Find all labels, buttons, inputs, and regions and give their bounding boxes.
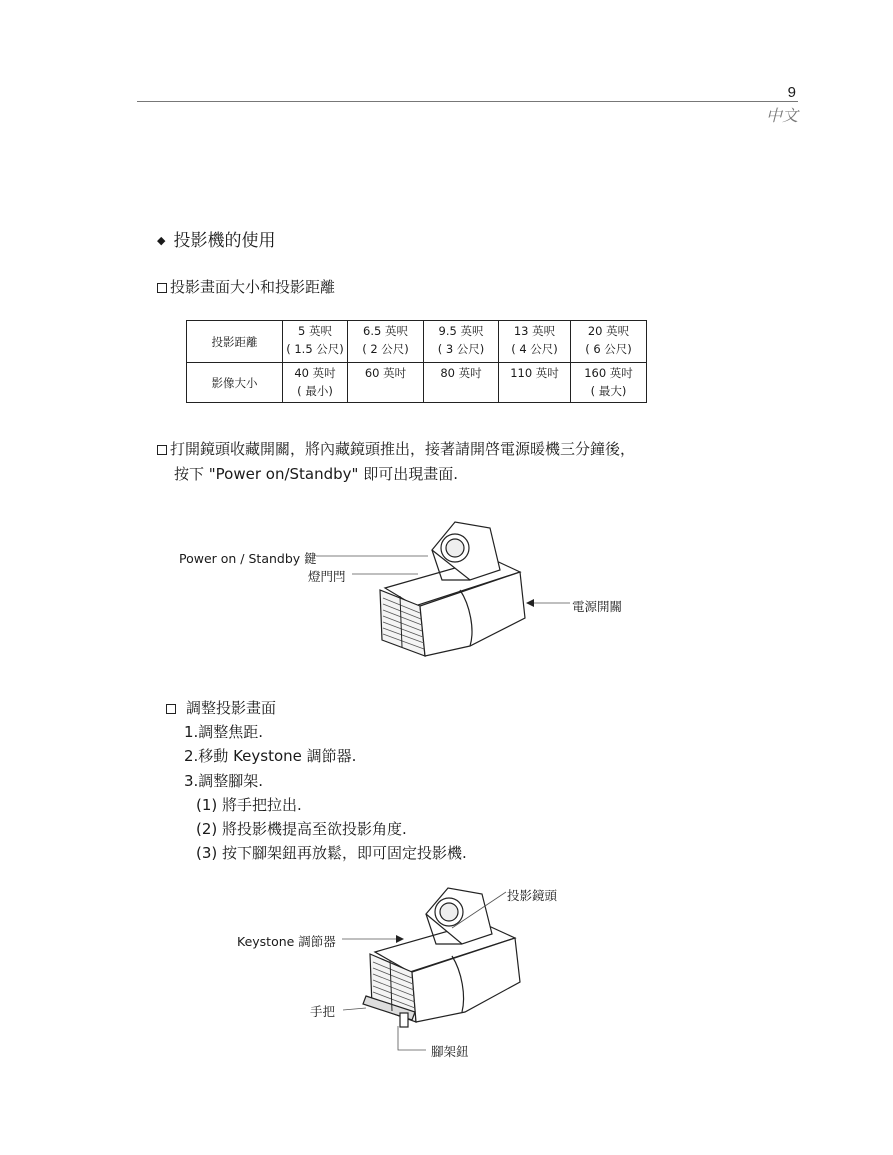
arrow-icon — [526, 599, 534, 607]
projector-figure-1 — [170, 510, 650, 670]
table-cell: 6.5 英呎 ( 2 公尺) — [348, 321, 424, 363]
keystone-label: Keystone 調節器 — [237, 934, 336, 949]
page-number: 9 — [787, 84, 796, 101]
startup-line-1: 打開鏡頭收藏開關，將內藏鏡頭推出，接著請開啓電源暖機三分鐘後， — [157, 438, 635, 459]
checkbox-bullet-icon — [157, 445, 167, 455]
checkbox-bullet-icon — [166, 704, 176, 714]
adjust-steps — [184, 720, 467, 866]
checkbox-bullet-icon — [157, 283, 167, 293]
table-cell: 60 英吋 — [348, 363, 424, 403]
table-row-size — [187, 363, 647, 403]
distance-size-table — [186, 320, 647, 403]
startup-line-2: 按下 "Power on/Standby" 即可出現畫面. — [174, 465, 458, 483]
header-rule — [137, 101, 798, 102]
list-item: 3.調整腳架. — [184, 771, 264, 790]
foot-button-label: 腳架鈕 — [431, 1044, 469, 1059]
leader-handle — [343, 1008, 366, 1010]
list-item: 2.移動 Keystone 調節器. — [184, 747, 357, 766]
list-item: (3) 按下腳架鈕再放鬆，即可固定投影機. — [196, 844, 467, 863]
table-cell: 13 英呎 ( 4 公尺) — [499, 321, 571, 363]
table-row-distance — [187, 321, 647, 363]
language-tag: 中文 — [765, 106, 798, 125]
leader-foot-button — [398, 1026, 426, 1050]
table-cell: 80 英吋 — [424, 363, 499, 403]
table-cell: 40 英吋 ( 最小) — [283, 363, 348, 403]
row-label-size: 影像大小 — [187, 363, 283, 403]
power-switch-label: 電源開關 — [572, 599, 623, 614]
section-title-text: 投影機的使用 — [173, 231, 276, 251]
screen-size-heading-text: 投影畫面大小和投影距離 — [170, 278, 336, 296]
table-cell: 5 英呎 ( 1.5 公尺) — [283, 321, 348, 363]
list-item: (1) 將手把拉出. — [196, 795, 302, 814]
diamond-bullet-icon: ◆ — [157, 234, 166, 247]
row-label-distance: 投影距離 — [187, 321, 283, 363]
lamp-door-label: 燈門閂 — [308, 569, 346, 584]
adjust-heading: 調整投影畫面 — [166, 697, 276, 718]
table-cell: 110 英吋 — [499, 363, 571, 403]
section-title — [157, 226, 275, 251]
list-item: (2) 將投影機提高至欲投影角度. — [196, 820, 407, 839]
table-cell: 9.5 英呎 ( 3 公尺) — [424, 321, 499, 363]
screen-size-heading — [157, 276, 335, 297]
lens-label: 投影鏡頭 — [507, 888, 558, 903]
arrow-icon — [396, 935, 404, 943]
table-cell: 160 英吋 ( 最大) — [571, 363, 647, 403]
table-cell: 20 英呎 ( 6 公尺) — [571, 321, 647, 363]
power-key-label: Power on / Standby 鍵 — [179, 551, 317, 566]
projector-figure-2 — [230, 880, 610, 1070]
handle-label: 手把 — [310, 1004, 336, 1019]
list-item: 1.調整焦距. — [184, 723, 264, 741]
